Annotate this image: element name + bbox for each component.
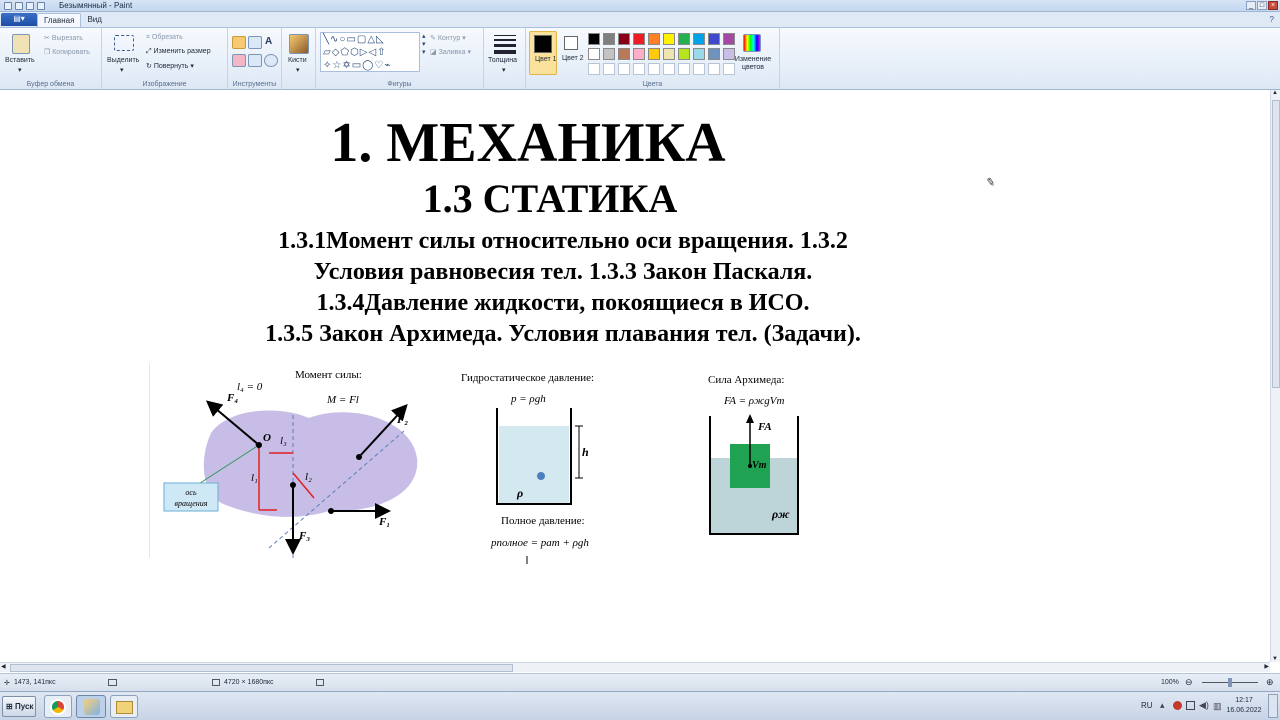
paint-app-icon[interactable]: [4, 2, 12, 10]
palette-color[interactable]: [588, 48, 600, 60]
F2-label: F₂: [397, 414, 409, 426]
palette-color[interactable]: [678, 33, 690, 45]
select-button[interactable]: Выделить: [107, 57, 140, 64]
fill-bucket-icon[interactable]: [248, 36, 262, 49]
hydro-formula: p = ρgh: [511, 393, 546, 405]
paste-dropdown-icon[interactable]: ▾: [18, 67, 22, 74]
scroll-left-icon[interactable]: ◀: [1, 664, 6, 670]
palette-color[interactable]: [663, 33, 675, 45]
colors-group: [526, 28, 780, 90]
resize-label: Изменить размер: [153, 48, 211, 55]
tools-group: [228, 28, 282, 90]
Vt-label: Vт: [752, 460, 767, 471]
size-dropdown-icon[interactable]: ▾: [502, 67, 506, 74]
rho-label: ρ: [517, 486, 524, 500]
archimedes-title: Сила Архимеда:: [708, 374, 785, 386]
full-pressure-title: Полное давление:: [501, 515, 585, 527]
hydro-title: Гидростатическое давление:: [461, 372, 595, 384]
ribbon: [0, 28, 1280, 90]
colors-group-label: Цвета: [642, 81, 663, 88]
palette-color[interactable]: [663, 48, 675, 60]
custom-color-slot[interactable]: [633, 63, 645, 75]
copy-button[interactable]: ❐ Копировать: [44, 49, 90, 56]
archimedes-figure: [700, 368, 810, 540]
resize-button[interactable]: ⤢ Изменить размер: [146, 48, 211, 55]
palette-color[interactable]: [708, 33, 720, 45]
pencil-cursor-icon: ✎: [984, 176, 997, 190]
custom-color-slot[interactable]: [693, 63, 705, 75]
clock-time: 12:17: [1235, 697, 1253, 704]
ribbon-tabs: [0, 12, 1280, 28]
network-icon[interactable]: ▥: [1213, 701, 1222, 711]
zoom-in-icon[interactable]: ⊕: [1266, 677, 1274, 687]
palette-color[interactable]: [603, 48, 615, 60]
paint-icon: [84, 699, 100, 715]
image-group: [102, 28, 228, 90]
palette-color[interactable]: [648, 33, 660, 45]
language-indicator[interactable]: RU: [1141, 701, 1153, 710]
doc-topics: [0, 226, 1126, 350]
volume-icon[interactable]: ◀): [1199, 700, 1209, 710]
axis-label-1: ось: [185, 488, 197, 497]
start-button[interactable]: ⊞ Пуск: [2, 696, 36, 717]
F4-label: F₄: [227, 392, 239, 404]
scroll-right-icon[interactable]: ▶: [1264, 664, 1269, 670]
paint-taskbar-button[interactable]: [76, 695, 106, 718]
full-pressure-formula: pполное = pат + ρgh: [491, 537, 589, 549]
custom-color-slot[interactable]: [708, 63, 720, 75]
vertical-scroll-thumb[interactable]: [1272, 100, 1280, 388]
cursor-position: 1473, 141пкс: [14, 679, 56, 686]
l3-label: l₃: [280, 435, 287, 447]
edit-colors-icon[interactable]: [743, 34, 761, 52]
h-label: h: [582, 445, 589, 459]
show-desktop-button[interactable]: [1268, 694, 1278, 718]
clock-date: 16.06.2022: [1226, 707, 1262, 714]
brushes-dropdown-icon[interactable]: ▾: [296, 67, 300, 74]
maximize-button[interactable]: □: [1257, 1, 1267, 10]
canvas-size-icon: [212, 679, 220, 686]
paste-button[interactable]: Вставить: [5, 57, 35, 64]
FA-label: FA: [758, 421, 772, 433]
explorer-taskbar-button[interactable]: [110, 695, 138, 718]
status-bar: [0, 673, 1280, 691]
FA-arrowhead: [746, 414, 754, 423]
cut-button[interactable]: ✂ Вырезать: [44, 35, 83, 42]
select-dropdown-icon[interactable]: ▾: [120, 67, 124, 74]
brush-icon[interactable]: [289, 34, 309, 54]
help-icon[interactable]: ?: [1269, 15, 1274, 24]
size-group: [484, 28, 526, 90]
F3-label: F₃: [299, 530, 311, 542]
color1-swatch: [534, 35, 552, 53]
magnifier-icon[interactable]: [264, 54, 278, 67]
close-button[interactable]: ×: [1268, 1, 1278, 10]
liquid-body: [499, 426, 569, 503]
edit-colors-button[interactable]: Изменение цветов: [734, 56, 772, 71]
palette-color[interactable]: [618, 33, 630, 45]
l1-label: l₁: [251, 472, 258, 484]
size-button[interactable]: Толщина: [488, 57, 517, 64]
redo-icon[interactable]: [37, 2, 45, 10]
tray-record-icon[interactable]: [1173, 701, 1182, 710]
archimedes-formula: FA = ρжgVт: [724, 395, 785, 407]
shapes-gallery-scroll-icon[interactable]: ▴ ▾ ▾: [422, 33, 426, 56]
palette-color[interactable]: [723, 33, 735, 45]
line-size-icon[interactable]: [494, 35, 516, 54]
file-menu-button[interactable]: ▤▾: [1, 13, 37, 26]
copy-label: Копировать: [52, 49, 90, 56]
save-icon[interactable]: [15, 2, 23, 10]
eraser-icon[interactable]: [232, 54, 246, 67]
clock[interactable]: [1224, 696, 1264, 716]
shapes-group: [316, 28, 484, 90]
cut-label: Вырезать: [51, 35, 83, 42]
crop-label: Обрезать: [151, 34, 183, 41]
brushes-button[interactable]: Кисти: [288, 57, 307, 64]
cursor-position-icon: ✛: [4, 680, 10, 687]
depth-point: [537, 472, 545, 480]
rotate-label: Повернуть: [153, 63, 189, 70]
palette-color[interactable]: [618, 48, 630, 60]
palette-color[interactable]: [693, 33, 705, 45]
moment-figure: [149, 363, 423, 558]
topic-line: Условия равновесия тел. 1.3.3 Закон Паскаля.: [313, 259, 813, 285]
taskbar: [0, 691, 1280, 720]
chrome-icon: [50, 699, 66, 715]
palette-color[interactable]: [588, 33, 600, 45]
minimize-button[interactable]: _: [1246, 1, 1256, 10]
F2-point: [356, 454, 362, 460]
pivot-label: O: [263, 432, 271, 444]
quick-access-toolbar: [0, 2, 45, 10]
palette-color[interactable]: [633, 48, 645, 60]
rho-liquid-label: ρж: [772, 507, 790, 521]
tray-arrow-icon[interactable]: ▴: [1160, 700, 1165, 710]
clipboard-group: [0, 28, 102, 90]
fill-label: Заливка: [438, 49, 466, 56]
clipboard-group-label: Буфер обмена: [26, 81, 75, 88]
undo-icon[interactable]: [26, 2, 34, 10]
custom-color-slot[interactable]: [618, 63, 630, 75]
tools-group-label: Инструменты: [232, 81, 277, 88]
rotate-button[interactable]: ↻ Повернуть ▾: [146, 63, 194, 70]
crop-button[interactable]: ⌗ Обрезать: [146, 34, 183, 41]
l2-label: l₂: [305, 471, 312, 483]
window-title: Безымянный - Paint: [59, 1, 133, 10]
canvas[interactable]: [0, 90, 1270, 662]
F1-point: [328, 508, 334, 514]
tray-display-icon[interactable]: [1186, 701, 1195, 710]
palette-color[interactable]: [603, 33, 615, 45]
color2-label: Цвет 2: [562, 55, 584, 62]
fill-button[interactable]: ◪ Заливка ▾: [430, 49, 471, 56]
palette-color[interactable]: [648, 48, 660, 60]
doc-title: 1. МЕХАНИКА: [330, 112, 726, 174]
pivot-point: [256, 442, 262, 448]
custom-color-slot[interactable]: [588, 63, 600, 75]
moment-formula: M = Fl: [327, 394, 359, 406]
start-label: Пуск: [14, 702, 34, 711]
F3-point: [290, 482, 296, 488]
zoom-out-icon[interactable]: ⊖: [1185, 677, 1193, 687]
color2-button[interactable]: [560, 31, 582, 75]
outline-label: Контур: [437, 35, 461, 42]
select-icon[interactable]: [114, 35, 134, 51]
color1-button[interactable]: [529, 31, 557, 75]
folder-icon: [116, 701, 133, 714]
topic-line: 1.3.1Момент силы относительно оси вращения. 1.3.2: [278, 228, 848, 254]
hydrostatic-figure: [455, 366, 625, 566]
selection-size-icon: [108, 679, 117, 686]
custom-color-slot[interactable]: [678, 63, 690, 75]
canvas-size: 4720 × 1680пкс: [224, 679, 274, 686]
color2-swatch: [564, 36, 578, 50]
doc-subtitle: 1.3 СТАТИКА: [422, 176, 678, 221]
topic-line: 1.3.4Давление жидкости, покоящиеся в ИСО.: [316, 290, 810, 316]
palette-color[interactable]: [633, 33, 645, 45]
brushes-group: [282, 28, 316, 90]
paste-icon[interactable]: [12, 34, 30, 54]
palette-color[interactable]: [708, 48, 720, 60]
horizontal-scroll-thumb[interactable]: [10, 664, 513, 672]
text-tool-icon[interactable]: A: [265, 36, 273, 47]
custom-color-slot[interactable]: [603, 63, 615, 75]
color-picker-icon[interactable]: [248, 54, 262, 67]
chrome-taskbar-button[interactable]: [44, 695, 72, 718]
tab-home[interactable]: Главная: [37, 13, 81, 27]
custom-color-slot[interactable]: [648, 63, 660, 75]
title-bar: [0, 0, 1280, 12]
shapes-group-label: Фигуры: [387, 81, 412, 88]
file-size-icon: [316, 679, 324, 686]
tab-view[interactable]: Вид: [87, 15, 102, 24]
topic-line: 1.3.5 Закон Архимеда. Условия плавания тел. (Задачи).: [265, 321, 861, 347]
zoom-level: 100%: [1161, 679, 1179, 686]
color1-label: Цвет 1: [535, 56, 557, 63]
l4-label: l₄ = 0: [237, 381, 263, 393]
image-group-label: Изображение: [142, 81, 187, 88]
horizontal-scrollbar[interactable]: [0, 662, 1270, 672]
palette-color[interactable]: [693, 48, 705, 60]
palette-color[interactable]: [678, 48, 690, 60]
outline-button[interactable]: ✎ Контур ▾: [430, 35, 466, 42]
custom-color-slot[interactable]: [663, 63, 675, 75]
F1-label: F₁: [379, 516, 391, 528]
axis-label-2: вращения: [174, 499, 208, 508]
zoom-slider-thumb[interactable]: [1228, 678, 1232, 687]
pencil-icon[interactable]: [232, 36, 246, 49]
shapes-gallery[interactable]: ╲∿○▭▢△◺ ▱◇⬠⬡▷◁⇧ ✧☆✡▭◯♡⌁: [320, 32, 420, 72]
moment-title: Момент силы:: [295, 369, 362, 381]
scroll-down-icon[interactable]: ▼: [1272, 656, 1278, 662]
vertical-scrollbar[interactable]: [1270, 90, 1280, 662]
scroll-up-icon[interactable]: ▲: [1272, 90, 1278, 96]
